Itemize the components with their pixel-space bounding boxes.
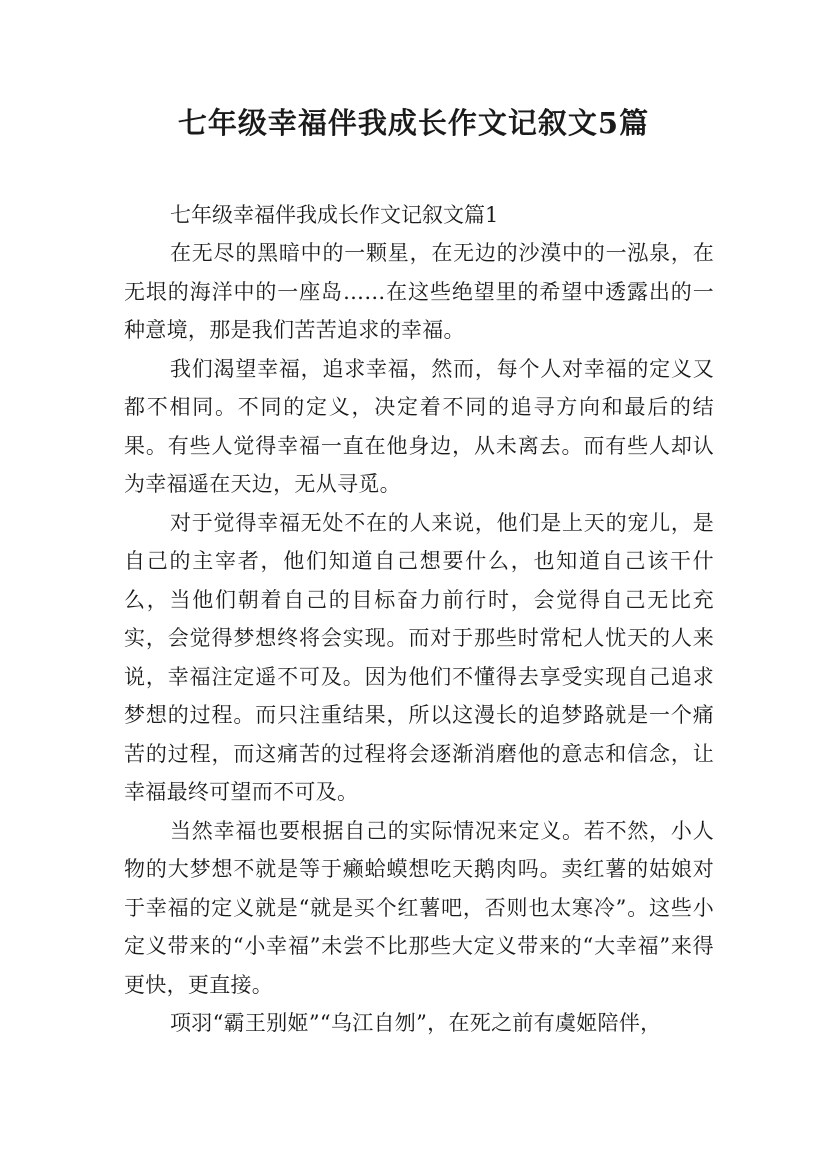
- paragraph-1: 在无尽的黑暗中的一颗星，在无边的沙漠中的一泓泉，在无垠的海洋中的一座岛……在这些绝望里的希望中透露出的一种意境，那是我们苦苦追求的幸福。: [124, 241, 714, 342]
- document-body: [124, 196, 714, 1043]
- paragraph-4: 当然幸福也要根据自己的实际情况来定义。若不然，小人物的大梦想不就是等于癞蛤蟆想吃天鹅肉吗。卖红薯的姑娘对于幸福的定义就是“就是买个红薯吧，否则也太寒冷”。这些小定义带来的“小幸福”未尝不比那些大定义带来的“大幸福”来得更快，更直接。: [124, 818, 714, 997]
- paragraph-3: 对于觉得幸福无处不在的人来说，他们是上天的宠儿，是自己的主宰者，他们知道自己想要什么，也知道自己该干什么，当他们朝着自己的目标奋力前行时，会觉得自己无比充实，会觉得梦想终将会实现。而对于那些时常杞人忧天的人来说，幸福注定遥不可及。因为他们不懂得去享受实现自己追求梦想的过程。而只注重结果，所以这漫长的追梦路就是一个痛苦的过程，而这痛苦的过程将会逐渐消磨他的意志和信念，让幸福最终可望而不可及。: [124, 510, 714, 804]
- paragraph-2: 我们渴望幸福，追求幸福，然而，每个人对幸福的定义又都不相同。不同的定义，决定着不同的追寻方向和最后的结果。有些人觉得幸福一直在他身边，从未离去。而有些人却认为幸福遥在天边，无从寻觅。: [124, 356, 714, 496]
- section-heading: 七年级幸福伴我成长作文记叙文篇1: [170, 203, 499, 227]
- paragraph-5: 项羽“霸王别姬”“乌江自刎”，在死之前有虞姬陪伴，: [170, 1011, 662, 1035]
- document-title: 七年级幸福伴我成长作文记叙文5篇: [177, 106, 650, 140]
